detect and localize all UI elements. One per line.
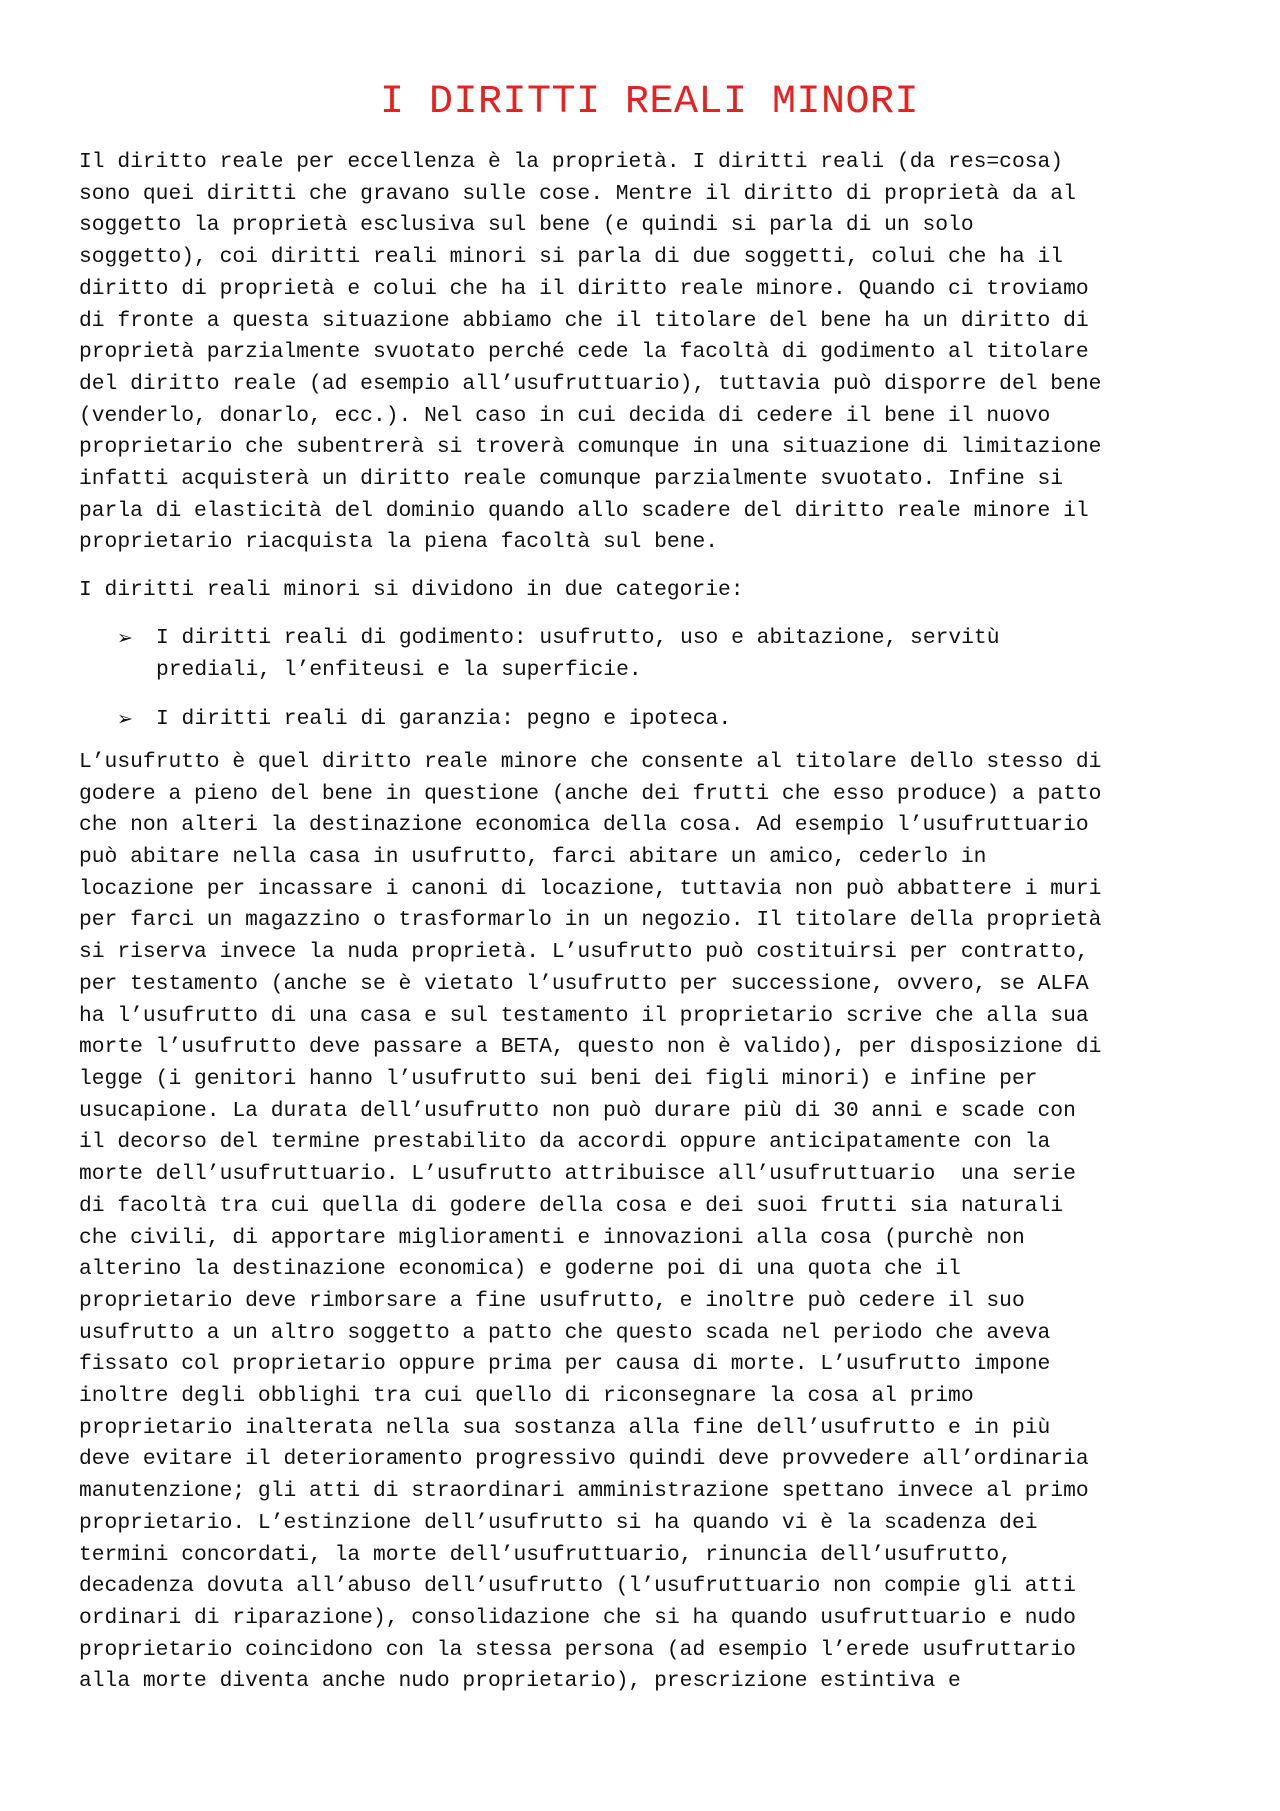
text-line: di fronte a questa situazione abbiamo che il titolare del bene ha un diritto di bbox=[79, 308, 1089, 333]
text-line: manutenzione; gli atti di straordinari amministrazione spettano invece al primo bbox=[79, 1479, 1089, 1504]
usufrutto-paragraph bbox=[79, 747, 1220, 1698]
text-line: alla morte diventa anche nudo proprietario), prescrizione estintiva e bbox=[79, 1669, 961, 1694]
text-line: sono quei diritti che gravano sulle cose. Mentre il diritto di proprietà da al bbox=[79, 181, 1076, 206]
text-line: ordinari di riparazione), consolidazione che si ha quando usufruttuario e nudo bbox=[79, 1605, 1076, 1630]
text-line: soggetto), coi diritti reali minori si parla di due soggetti, colui che ha il bbox=[79, 245, 1064, 270]
text-line: termini concordati, la morte dell’usufruttuario, rinuncia dell’usufrutto, bbox=[79, 1542, 1012, 1567]
text-line: parla di elasticità del dominio quando allo scadere del diritto reale minore il bbox=[79, 498, 1089, 523]
text-line: proprietà parzialmente svuotato perché cede la facoltà di godimento al titolare bbox=[79, 340, 1089, 365]
intro-paragraph bbox=[79, 147, 1220, 559]
text-line: alterino la destinazione economica) e goderne poi di una quota che il bbox=[79, 1257, 961, 1282]
text-line: per testamento (anche se è vietato l’usufrutto per successione, ovvero, se ALFA bbox=[79, 971, 1089, 996]
text-line: proprietario deve rimborsare a fine usufrutto, e inoltre può cedere il suo bbox=[79, 1288, 1025, 1313]
text-line: I diritti reali minori si dividono in due categorie: bbox=[79, 578, 744, 603]
text-line: di facoltà tra cui quella di godere della cosa e dei suoi frutti sia naturali bbox=[79, 1193, 1064, 1218]
text-line: (venderlo, donarlo, ecc.). Nel caso in cui decida di cedere il bene il nuovo bbox=[79, 403, 1051, 428]
text-line: fissato col proprietario oppure prima per causa di morte. L’usufrutto impone bbox=[79, 1352, 1051, 1377]
text-line: proprietario coincidono con la stessa persona (ad esempio l’erede usufruttario bbox=[79, 1637, 1076, 1662]
text-line: inoltre degli obblighi tra cui quello di riconsegnare la cosa al primo bbox=[79, 1384, 974, 1409]
text-line: il decorso del termine prestabilito da accordi oppure anticipatamente con la bbox=[79, 1130, 1051, 1155]
text-line: morte l’usufrutto deve passare a BETA, questo non è valido), per disposizione di bbox=[79, 1035, 1102, 1060]
text-line: Il diritto reale per eccellenza è la proprietà. I diritti reali (da res=cosa) bbox=[79, 150, 1064, 174]
text-line: decadenza dovuta all’abuso dell’usufrutto (l’usufruttuario non compie gli atti bbox=[79, 1574, 1076, 1599]
list-item bbox=[79, 623, 1220, 686]
text-line: proprietario inalterata nella sua sostanza alla fine dell’usufrutto e in più bbox=[79, 1415, 1051, 1440]
list-item bbox=[79, 704, 1220, 736]
text-line: morte dell’usufruttuario. L’usufrutto attribuisce all’usufruttuario una serie bbox=[79, 1162, 1076, 1187]
text-line: che civili, di apportare miglioramenti e innovazioni alla cosa (purchè non bbox=[79, 1225, 1025, 1250]
text-line: L’usufrutto è quel diritto reale minore che consente al titolare dello stesso di bbox=[79, 749, 1102, 774]
text-line: proprietario. L’estinzione dell’usufrutto si ha quando vi è la scadenza dei bbox=[79, 1510, 1038, 1535]
page-title: I DIRITTI REALI MINORI bbox=[379, 80, 920, 125]
text-line: usufrutto a un altro soggetto a patto che questo scada nel periodo che aveva bbox=[79, 1320, 1051, 1345]
text-line: che non alteri la destinazione economica della cosa. Ad esempio l’usufruttuario bbox=[79, 813, 1089, 838]
text-line: legge (i genitori hanno l’usufrutto sui beni dei figli minori) e infine per bbox=[79, 1066, 1038, 1091]
categories-list bbox=[79, 623, 1220, 736]
text-line: del diritto reale (ad esempio all’usufruttuario), tuttavia può disporre del bene bbox=[79, 371, 1102, 396]
text-line: soggetto la proprietà esclusiva sul bene (e quindi si parla di un solo bbox=[79, 213, 974, 238]
text-line: si riserva invece la nuda proprietà. L’usufrutto può costituirsi per contratto, bbox=[79, 940, 1089, 965]
text-line: diritto di proprietà e colui che ha il diritto reale minore. Quando ci troviamo bbox=[79, 276, 1089, 301]
text-line: per farci un magazzino o trasformarlo in un negozio. Il titolare della proprietà bbox=[79, 908, 1102, 933]
text-line: usucapione. La durata dell’usufrutto non può durare più di 30 anni e scade con bbox=[79, 1098, 1076, 1123]
text-line: infatti acquisterà un diritto reale comunque parzialmente svuotato. Infine si bbox=[79, 467, 1064, 492]
text-line: ha l’usufrutto di una casa e sul testamento il proprietario scrive che alla sua bbox=[79, 1003, 1089, 1028]
text-line: I diritti reali di garanzia: pegno e ipoteca. bbox=[156, 707, 732, 732]
arrow-bullet-icon: ➢ bbox=[117, 708, 133, 731]
arrow-bullet-icon: ➢ bbox=[117, 626, 133, 649]
text-line: prediali, l’enfiteusi e la superficie. bbox=[156, 657, 642, 682]
text-line: proprietario che subentrerà si troverà comunque in una situazione di limitazione bbox=[79, 435, 1102, 460]
text-line: può abitare nella casa in usufrutto, farci abitare un amico, cederlo in bbox=[79, 845, 987, 870]
text-line: deve evitare il deterioramento progressivo quindi deve provvedere all’ordinaria bbox=[79, 1447, 1089, 1472]
text-line: godere a pieno del bene in questione (anche dei frutti che esso produce) a patto bbox=[79, 781, 1102, 806]
text-line: I diritti reali di godimento: usufrutto, uso e abitazione, servitù bbox=[156, 625, 1000, 650]
text-line: proprietario riacquista la piena facoltà sul bene. bbox=[79, 530, 719, 555]
text-line: locazione per incassare i canoni di locazione, tuttavia non può abbattere i muri bbox=[79, 876, 1102, 901]
categories-intro-paragraph bbox=[79, 575, 1220, 607]
